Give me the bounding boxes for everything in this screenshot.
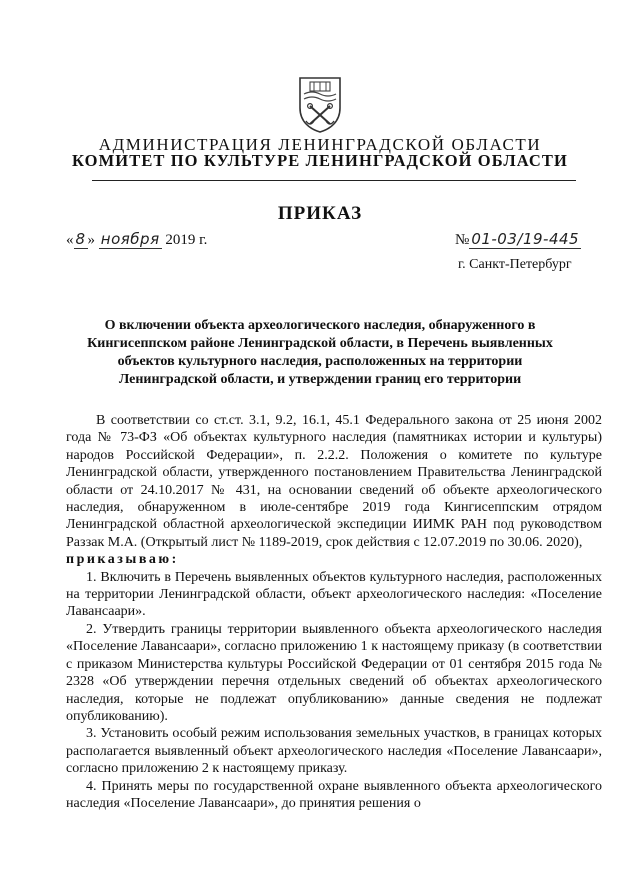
document-type-title: ПРИКАЗ (277, 203, 363, 224)
order-item-4: 4. Принять меры по государственной охране выявленного объекта археологического наследия «Поселение Лавансаари», до принятия решения о (66, 778, 602, 811)
preamble-paragraph: В соответствии со ст.ст. 3.1, 9.2, 16.1, 45.1 Федерального закона от 25 июня 2002 года № 73-ФЗ «Об объектах культурного наследия (памятниках истории и культуры) народов Российской Федерации», п. 2.2.2. Положения о комитете по культуре Ленинградской области, утвержденного постановлением Правительства Ленинградской области от 24.10.2017 № 431, на основании сведений об объекте археологического наследия, обнаруженном в июле-сентябре 2019 года Кингисеппским отрядом Ленинградской областной археологической экспедиции ИИМК РАН под руководством Раззак М.А. (Открытый лист № 1189-2019, срок действия с 12.07.2019 по 30.06. 2020), (66, 413, 602, 550)
order-item-3: 3. Установить особый режим использования земельных участков, в границах которых располагается выявленный объект археологического наследия «Поселение Лавансаари», согласно приложению 2 к настоящему приказу. (66, 726, 602, 777)
number-prefix: № (455, 232, 470, 248)
coat-of-arms-icon (296, 74, 344, 134)
document-date (66, 230, 207, 249)
date-day-handwritten: 8 (75, 230, 86, 248)
organization-line-1: АДМИНИСТРАЦИЯ ЛЕНИНГРАДСКОЙ ОБЛАСТИ (98, 135, 542, 154)
order-item-2: 2. Утвердить границы территории выявленного объекта археологического наследия «Поселение Лавансаари», согласно приложению 1 к настоящему приказу (в соответствии с приказом Министерства культуры Российской Федерации от 01 сентября 2015 года № 2328 «Об утверждении перечня отдельных сведений об объектах археологического наследия, которые не подлежат опубликованию» данные сведения не подлежат опубликованию). (66, 621, 602, 724)
date-close-quote: » (87, 232, 96, 248)
number-value-handwritten: 01-03/19-445 (471, 230, 580, 248)
document-subject: О включении объекта археологического наследия, обнаруженного в Кингисеппском районе Ленинградской области, в Перечень выявленных объектов культурного наследия, расположенных на территории Ленинградской области, и утверждении границ его территории (87, 318, 553, 387)
order-item-1: 1. Включить в Перечень выявленных объектов культурного наследия, расположенных на территории Ленинградской области, объект археологического наследия: «Поселение Лавансаари». (66, 569, 602, 620)
document-city: г. Санкт-Петербург (458, 257, 572, 272)
order-word (66, 551, 602, 568)
header-divider (92, 180, 576, 181)
organization-line-2: КОМИТЕТ ПО КУЛЬТУРЕ ЛЕНИНГРАДСКОЙ ОБЛАСТИ (72, 151, 568, 170)
document-number (455, 230, 581, 249)
date-year: 2019 г. (165, 232, 208, 248)
document-body (66, 412, 602, 812)
date-month-handwritten: ноября (100, 230, 160, 248)
order-word-text: приказываю: (66, 552, 179, 568)
date-open-quote: « (66, 232, 74, 248)
